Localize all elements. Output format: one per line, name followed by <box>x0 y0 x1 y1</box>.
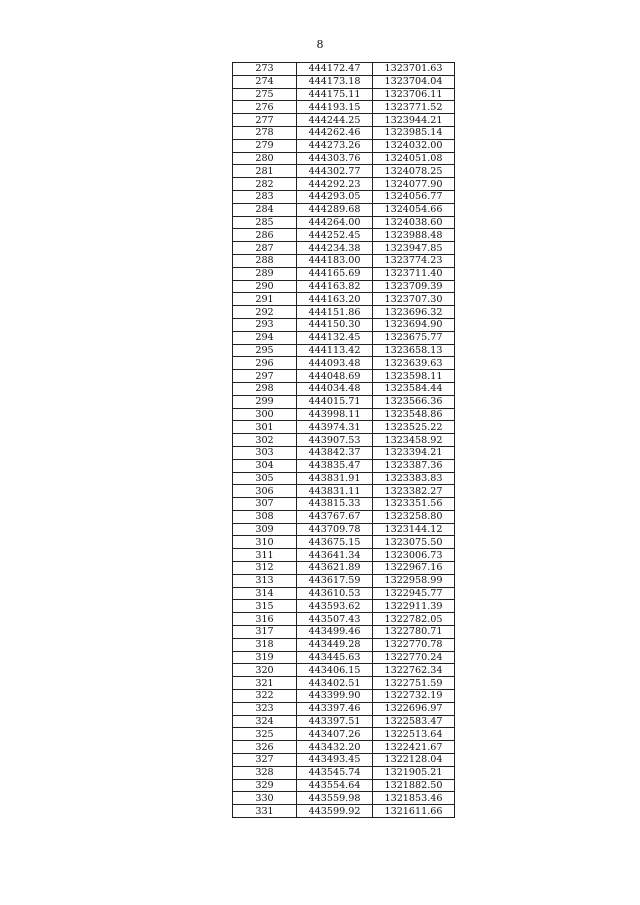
y-coordinate-cell: 1322751.59 <box>373 677 455 690</box>
point-number-cell: 281 <box>233 165 297 178</box>
table-row <box>233 357 455 370</box>
point-number-cell: 289 <box>233 267 297 280</box>
x-coordinate-cell: 444244.25 <box>297 114 373 127</box>
point-number-cell: 316 <box>233 613 297 626</box>
y-coordinate-cell: 1323774.23 <box>373 254 455 267</box>
x-coordinate-cell: 444113.42 <box>297 344 373 357</box>
x-coordinate-cell: 444193.15 <box>297 101 373 114</box>
y-coordinate-cell: 1323458.92 <box>373 434 455 447</box>
point-number-cell: 305 <box>233 472 297 485</box>
y-coordinate-cell: 1321853.46 <box>373 792 455 805</box>
y-coordinate-cell: 1322732.19 <box>373 690 455 703</box>
table-row <box>233 626 455 639</box>
table-row <box>233 779 455 792</box>
y-coordinate-cell: 1323144.12 <box>373 523 455 536</box>
x-coordinate-cell: 443641.34 <box>297 549 373 562</box>
point-number-cell: 296 <box>233 357 297 370</box>
table-row <box>233 741 455 754</box>
point-number-cell: 330 <box>233 792 297 805</box>
y-coordinate-cell: 1322762.34 <box>373 664 455 677</box>
y-coordinate-cell: 1324077.90 <box>373 178 455 191</box>
point-number-cell: 319 <box>233 651 297 664</box>
table-row <box>233 434 455 447</box>
y-coordinate-cell: 1323985.14 <box>373 126 455 139</box>
table-row <box>233 280 455 293</box>
point-number-cell: 278 <box>233 126 297 139</box>
table-row <box>233 331 455 344</box>
x-coordinate-cell: 444292.23 <box>297 178 373 191</box>
table-row <box>233 203 455 216</box>
table-row <box>233 715 455 728</box>
table-row <box>233 613 455 626</box>
y-coordinate-cell: 1323944.21 <box>373 114 455 127</box>
y-coordinate-cell: 1324032.00 <box>373 139 455 152</box>
point-number-cell: 321 <box>233 677 297 690</box>
x-coordinate-cell: 443493.45 <box>297 754 373 767</box>
table-row <box>233 267 455 280</box>
x-coordinate-cell: 443407.26 <box>297 728 373 741</box>
y-coordinate-cell: 1323598.11 <box>373 370 455 383</box>
x-coordinate-cell: 443599.92 <box>297 805 373 818</box>
y-coordinate-cell: 1322513.64 <box>373 728 455 741</box>
x-coordinate-cell: 444132.45 <box>297 331 373 344</box>
y-coordinate-cell: 1323584.44 <box>373 382 455 395</box>
point-number-cell: 323 <box>233 702 297 715</box>
x-coordinate-cell: 444289.68 <box>297 203 373 216</box>
x-coordinate-cell: 443907.53 <box>297 434 373 447</box>
table-row <box>233 306 455 319</box>
y-coordinate-cell: 1322958.99 <box>373 574 455 587</box>
x-coordinate-cell: 443835.47 <box>297 459 373 472</box>
table-row <box>233 190 455 203</box>
x-coordinate-cell: 444173.18 <box>297 75 373 88</box>
x-coordinate-cell: 444264.00 <box>297 216 373 229</box>
y-coordinate-cell: 1321905.21 <box>373 766 455 779</box>
point-number-cell: 303 <box>233 446 297 459</box>
table-row <box>233 510 455 523</box>
point-number-cell: 273 <box>233 63 297 76</box>
y-coordinate-cell: 1323701.63 <box>373 63 455 76</box>
point-number-cell: 294 <box>233 331 297 344</box>
point-number-cell: 313 <box>233 574 297 587</box>
point-number-cell: 276 <box>233 101 297 114</box>
y-coordinate-cell: 1323258.80 <box>373 510 455 523</box>
x-coordinate-cell: 444183.00 <box>297 254 373 267</box>
y-coordinate-cell: 1323394.21 <box>373 446 455 459</box>
coordinates-table <box>232 62 455 818</box>
point-number-cell: 309 <box>233 523 297 536</box>
y-coordinate-cell: 1322696.97 <box>373 702 455 715</box>
point-number-cell: 324 <box>233 715 297 728</box>
point-number-cell: 287 <box>233 242 297 255</box>
point-number-cell: 310 <box>233 536 297 549</box>
x-coordinate-cell: 443432.20 <box>297 741 373 754</box>
y-coordinate-cell: 1322770.24 <box>373 651 455 664</box>
table-row <box>233 523 455 536</box>
y-coordinate-cell: 1323696.32 <box>373 306 455 319</box>
point-number-cell: 284 <box>233 203 297 216</box>
table-row <box>233 536 455 549</box>
point-number-cell: 314 <box>233 587 297 600</box>
y-coordinate-cell: 1322583.47 <box>373 715 455 728</box>
point-number-cell: 308 <box>233 510 297 523</box>
y-coordinate-cell: 1323387.36 <box>373 459 455 472</box>
table-row <box>233 293 455 306</box>
table-row <box>233 677 455 690</box>
y-coordinate-cell: 1323525.22 <box>373 421 455 434</box>
point-number-cell: 331 <box>233 805 297 818</box>
x-coordinate-cell: 443402.51 <box>297 677 373 690</box>
table-row <box>233 549 455 562</box>
y-coordinate-cell: 1323675.77 <box>373 331 455 344</box>
table-row <box>233 766 455 779</box>
y-coordinate-cell: 1323075.50 <box>373 536 455 549</box>
x-coordinate-cell: 444093.48 <box>297 357 373 370</box>
point-number-cell: 286 <box>233 229 297 242</box>
table-row <box>233 139 455 152</box>
point-number-cell: 285 <box>233 216 297 229</box>
x-coordinate-cell: 444163.20 <box>297 293 373 306</box>
x-coordinate-cell: 444048.69 <box>297 370 373 383</box>
point-number-cell: 329 <box>233 779 297 792</box>
table-row <box>233 792 455 805</box>
x-coordinate-cell: 444302.77 <box>297 165 373 178</box>
x-coordinate-cell: 444034.48 <box>297 382 373 395</box>
x-coordinate-cell: 443842.37 <box>297 446 373 459</box>
point-number-cell: 282 <box>233 178 297 191</box>
table-row <box>233 408 455 421</box>
point-number-cell: 302 <box>233 434 297 447</box>
point-number-cell: 326 <box>233 741 297 754</box>
x-coordinate-cell: 443399.90 <box>297 690 373 703</box>
table-row <box>233 472 455 485</box>
x-coordinate-cell: 443675.15 <box>297 536 373 549</box>
y-coordinate-cell: 1324051.08 <box>373 152 455 165</box>
point-number-cell: 327 <box>233 754 297 767</box>
point-number-cell: 295 <box>233 344 297 357</box>
table-row <box>233 229 455 242</box>
table-row <box>233 728 455 741</box>
table-row <box>233 446 455 459</box>
table-row <box>233 498 455 511</box>
x-coordinate-cell: 443406.15 <box>297 664 373 677</box>
y-coordinate-cell: 1322421.67 <box>373 741 455 754</box>
x-coordinate-cell: 444273.26 <box>297 139 373 152</box>
y-coordinate-cell: 1323709.39 <box>373 280 455 293</box>
point-number-cell: 298 <box>233 382 297 395</box>
table-row <box>233 216 455 229</box>
x-coordinate-cell: 443767.67 <box>297 510 373 523</box>
y-coordinate-cell: 1323711.40 <box>373 267 455 280</box>
x-coordinate-cell: 444150.30 <box>297 318 373 331</box>
point-number-cell: 297 <box>233 370 297 383</box>
table-row <box>233 382 455 395</box>
point-number-cell: 325 <box>233 728 297 741</box>
x-coordinate-cell: 443593.62 <box>297 600 373 613</box>
table-row <box>233 126 455 139</box>
table-row <box>233 805 455 818</box>
y-coordinate-cell: 1323382.27 <box>373 485 455 498</box>
y-coordinate-cell: 1323548.86 <box>373 408 455 421</box>
point-number-cell: 277 <box>233 114 297 127</box>
table-row <box>233 242 455 255</box>
table-row <box>233 485 455 498</box>
point-number-cell: 328 <box>233 766 297 779</box>
table-row <box>233 421 455 434</box>
table-row <box>233 88 455 101</box>
table-row <box>233 562 455 575</box>
table-row <box>233 165 455 178</box>
point-number-cell: 292 <box>233 306 297 319</box>
table-row <box>233 600 455 613</box>
y-coordinate-cell: 1323706.11 <box>373 88 455 101</box>
x-coordinate-cell: 444015.71 <box>297 395 373 408</box>
x-coordinate-cell: 444234.38 <box>297 242 373 255</box>
y-coordinate-cell: 1322911.39 <box>373 600 455 613</box>
x-coordinate-cell: 444165.69 <box>297 267 373 280</box>
point-number-cell: 315 <box>233 600 297 613</box>
y-coordinate-cell: 1323947.85 <box>373 242 455 255</box>
x-coordinate-cell: 444151.86 <box>297 306 373 319</box>
point-number-cell: 275 <box>233 88 297 101</box>
x-coordinate-cell: 443831.11 <box>297 485 373 498</box>
point-number-cell: 288 <box>233 254 297 267</box>
y-coordinate-cell: 1323658.13 <box>373 344 455 357</box>
table-row <box>233 114 455 127</box>
x-coordinate-cell: 444163.82 <box>297 280 373 293</box>
point-number-cell: 317 <box>233 626 297 639</box>
y-coordinate-cell: 1324054.66 <box>373 203 455 216</box>
page-number: 8 <box>316 38 324 51</box>
x-coordinate-cell: 444175.11 <box>297 88 373 101</box>
point-number-cell: 293 <box>233 318 297 331</box>
coordinates-table-body <box>233 63 455 818</box>
point-number-cell: 301 <box>233 421 297 434</box>
table-row <box>233 651 455 664</box>
table-row <box>233 370 455 383</box>
y-coordinate-cell: 1322128.04 <box>373 754 455 767</box>
table-row <box>233 344 455 357</box>
table-row <box>233 664 455 677</box>
y-coordinate-cell: 1322770.78 <box>373 638 455 651</box>
y-coordinate-cell: 1322967.16 <box>373 562 455 575</box>
y-coordinate-cell: 1322945.77 <box>373 587 455 600</box>
point-number-cell: 280 <box>233 152 297 165</box>
x-coordinate-cell: 443559.98 <box>297 792 373 805</box>
table-row <box>233 254 455 267</box>
point-number-cell: 320 <box>233 664 297 677</box>
x-coordinate-cell: 443397.46 <box>297 702 373 715</box>
y-coordinate-cell: 1323639.63 <box>373 357 455 370</box>
point-number-cell: 300 <box>233 408 297 421</box>
x-coordinate-cell: 443974.31 <box>297 421 373 434</box>
table-row <box>233 574 455 587</box>
point-number-cell: 291 <box>233 293 297 306</box>
y-coordinate-cell: 1321882.50 <box>373 779 455 792</box>
point-number-cell: 306 <box>233 485 297 498</box>
table-row <box>233 152 455 165</box>
x-coordinate-cell: 444172.47 <box>297 63 373 76</box>
y-coordinate-cell: 1323694.90 <box>373 318 455 331</box>
x-coordinate-cell: 443554.64 <box>297 779 373 792</box>
x-coordinate-cell: 443621.89 <box>297 562 373 575</box>
x-coordinate-cell: 443499.46 <box>297 626 373 639</box>
table-row <box>233 178 455 191</box>
y-coordinate-cell: 1322780.71 <box>373 626 455 639</box>
point-number-cell: 311 <box>233 549 297 562</box>
point-number-cell: 299 <box>233 395 297 408</box>
x-coordinate-cell: 443397.51 <box>297 715 373 728</box>
table-row <box>233 101 455 114</box>
table-row <box>233 75 455 88</box>
x-coordinate-cell: 444303.76 <box>297 152 373 165</box>
x-coordinate-cell: 444252.45 <box>297 229 373 242</box>
point-number-cell: 307 <box>233 498 297 511</box>
table-row <box>233 587 455 600</box>
point-number-cell: 304 <box>233 459 297 472</box>
x-coordinate-cell: 444262.46 <box>297 126 373 139</box>
table-row <box>233 459 455 472</box>
x-coordinate-cell: 443445.63 <box>297 651 373 664</box>
y-coordinate-cell: 1323566.36 <box>373 395 455 408</box>
table-row <box>233 754 455 767</box>
table-row <box>233 63 455 76</box>
y-coordinate-cell: 1324038.60 <box>373 216 455 229</box>
table-row <box>233 690 455 703</box>
point-number-cell: 318 <box>233 638 297 651</box>
y-coordinate-cell: 1323988.48 <box>373 229 455 242</box>
x-coordinate-cell: 443545.74 <box>297 766 373 779</box>
table-row <box>233 638 455 651</box>
point-number-cell: 283 <box>233 190 297 203</box>
point-number-cell: 322 <box>233 690 297 703</box>
x-coordinate-cell: 443610.53 <box>297 587 373 600</box>
x-coordinate-cell: 443617.59 <box>297 574 373 587</box>
point-number-cell: 290 <box>233 280 297 293</box>
table-row <box>233 395 455 408</box>
x-coordinate-cell: 443449.28 <box>297 638 373 651</box>
y-coordinate-cell: 1321611.66 <box>373 805 455 818</box>
y-coordinate-cell: 1324056.77 <box>373 190 455 203</box>
x-coordinate-cell: 443815.33 <box>297 498 373 511</box>
y-coordinate-cell: 1323383.83 <box>373 472 455 485</box>
x-coordinate-cell: 444293.05 <box>297 190 373 203</box>
y-coordinate-cell: 1323707.30 <box>373 293 455 306</box>
x-coordinate-cell: 443709.78 <box>297 523 373 536</box>
y-coordinate-cell: 1323771.52 <box>373 101 455 114</box>
y-coordinate-cell: 1323351.56 <box>373 498 455 511</box>
x-coordinate-cell: 443831.91 <box>297 472 373 485</box>
y-coordinate-cell: 1323006.73 <box>373 549 455 562</box>
y-coordinate-cell: 1323704.04 <box>373 75 455 88</box>
y-coordinate-cell: 1322782.05 <box>373 613 455 626</box>
x-coordinate-cell: 443998.11 <box>297 408 373 421</box>
point-number-cell: 312 <box>233 562 297 575</box>
point-number-cell: 279 <box>233 139 297 152</box>
point-number-cell: 274 <box>233 75 297 88</box>
table-row <box>233 702 455 715</box>
y-coordinate-cell: 1324078.25 <box>373 165 455 178</box>
table-row <box>233 318 455 331</box>
x-coordinate-cell: 443507.43 <box>297 613 373 626</box>
